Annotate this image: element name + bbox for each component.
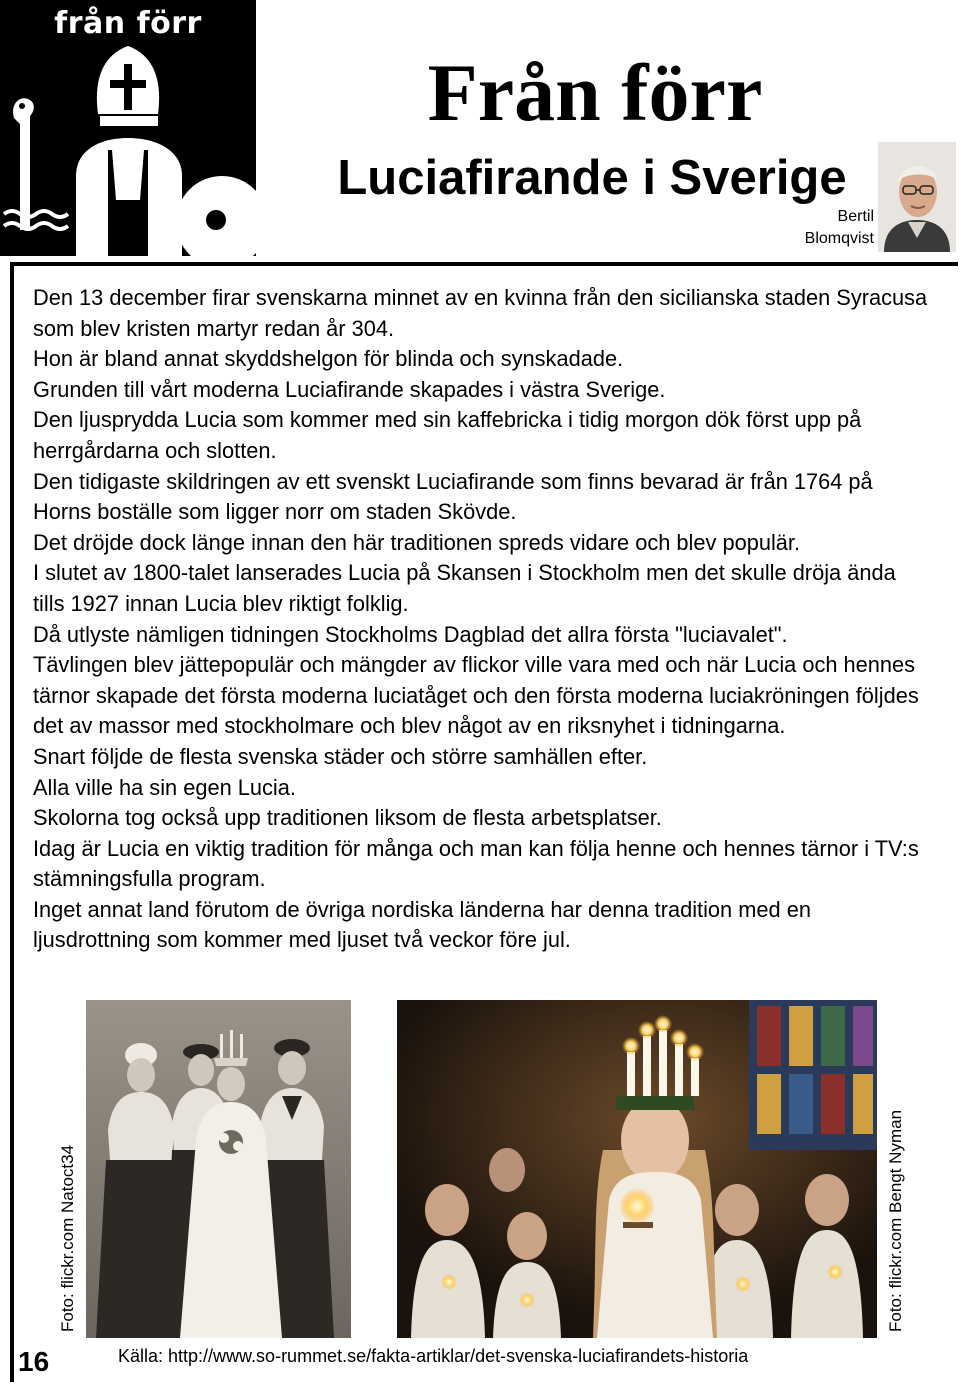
source-citation: Källa: http://www.so-rummet.se/fakta-artiklar/det-svenska-luciafirandets-historia (118, 1346, 749, 1366)
article-paragraph: I slutet av 1800-talet lanserades Lucia på Skansen i Stockholm men det skulle dröja ända tills 1927 innan Lucia blev riktigt folklig. (33, 560, 896, 616)
author-name (760, 206, 874, 250)
article-paragraph: Alla ville ha sin egen Lucia. (33, 774, 296, 800)
logo (0, 0, 256, 256)
article-paragraph: Tävlingen blev jättepopulär och mängder av flickor ville vara med och när Lucia och hennes tärnor skapade det första moderna luciatåget och den första moderna luciakröningen följdes det av massor med stockholmare och blev något av en riksnyhet i tidningarna. (33, 652, 919, 739)
article-paragraph: Grunden till vårt moderna Luciafirande skapades i västra Sverige. (33, 376, 666, 402)
article-paragraph: Snart följde de flesta svenska städer och större samhällen efter. (33, 743, 648, 769)
logo-text: från förr (54, 6, 202, 41)
article-paragraph: Den tidigaste skildringen av ett svenskt Luciafirande som finns bevarad är från 1764 på Horns boställe som ligger norr om staden Skövde. (33, 468, 873, 525)
page-title: Från förr (427, 47, 763, 138)
article-paragraph: Hon är bland annat skyddshelgon för blinda och synskadade. (33, 346, 624, 372)
article-paragraph: Skolorna tog också upp traditionen liksom de flesta arbetsplatser. (33, 805, 662, 831)
historic-lucia-photo (86, 1000, 351, 1338)
right-photo-credit: Foto: flickr.com Bengt Nyman (886, 1109, 905, 1332)
left-photo-credit: Foto: flickr.com Natoct34 (58, 1144, 77, 1332)
author-first-name: Bertil (837, 208, 874, 225)
article-paragraph: Då utlyste nämligen tidningen Stockholms Dagblad det allra första "luciavalet". (33, 621, 788, 647)
article-body (33, 283, 933, 956)
article-paragraph: Den 13 december firar svenskarna minnet av en kvinna från den sicilianska staden Syracusa som blev kristen martyr redan år 304. (33, 285, 928, 341)
lucia-procession-photo (397, 1000, 877, 1338)
viking-bishop-icon (0, 0, 256, 256)
author-last-name: Blomqvist (804, 230, 874, 247)
page-subtitle: Luciafirande i Sverige (337, 151, 847, 205)
article-paragraph: Inget annat land förutom de övriga nordiska länderna har denna tradition med en ljusdrottning som kommer med ljuset två veckor före jul. (33, 896, 811, 953)
article-paragraph: Den ljusprydda Lucia som kommer med sin kaffebricka i tidig morgon dök först upp på herrgårdarna och slotten. (33, 407, 862, 463)
author-photo (878, 142, 956, 252)
page-number: 16 (18, 1346, 50, 1377)
article-paragraph: Det dröjde dock länge innan den här traditionen spreds vidare och blev populär. (33, 529, 801, 555)
article-paragraph: Idag är Lucia en viktig tradition för många och man kan följa henne och hennes tärnor i TV:s stämningsfulla program. (33, 835, 919, 892)
